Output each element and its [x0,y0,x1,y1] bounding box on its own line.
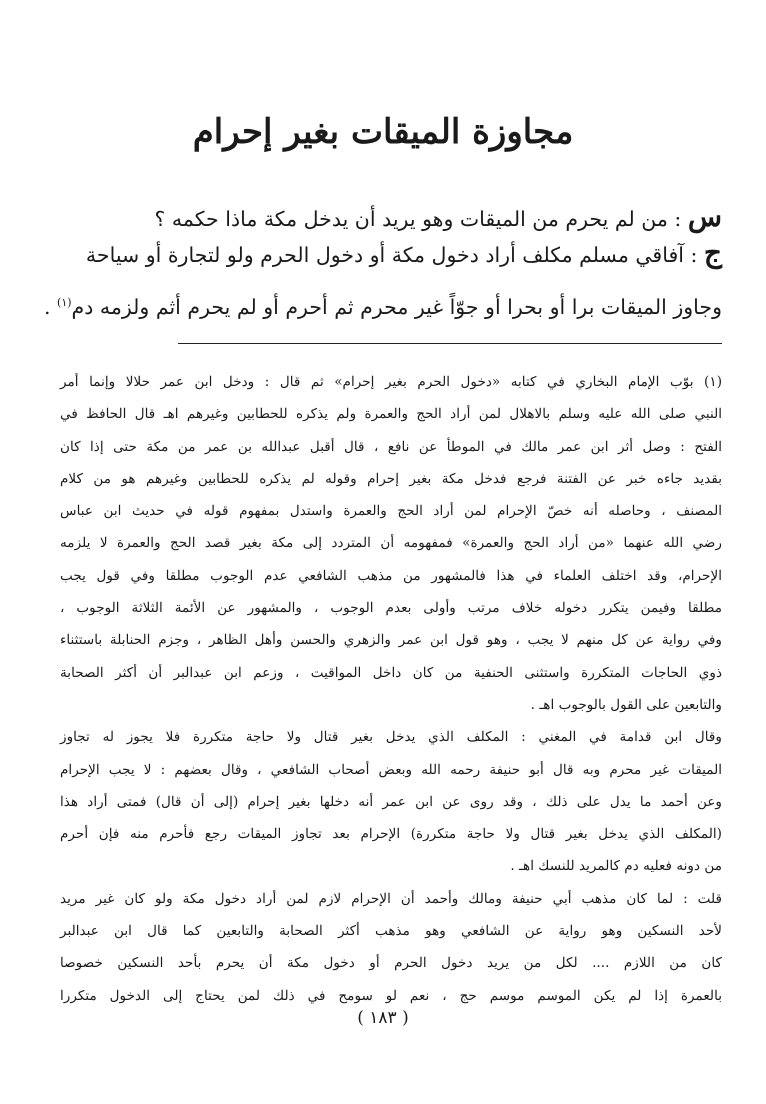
footnote-line: (١) بوّب الإمام البخاري في كتابه «دخول الحرم بغير إحرام» ثم قال : ودخل ابن عمر حلالا وإنما أمر [60,374,722,390]
footnote-reference: (١) [57,296,72,309]
footnote-separator [178,343,722,344]
question-line [58,200,722,236]
answer-marker: ج [703,236,722,269]
footnote-line: مطلقا وفيمن يتكرر دخوله خلاف مرتب وأولى بعدم الوجوب ، والمشهور عن الأئمة الثلاثة الوجوب ، [60,600,722,617]
footnote-line: النبي صلى الله عليه وسلم بالاهلال لمن أراد الحج والعمرة ولم يذكره للحطابين وغيرهم اهـ قال الحافظ في [60,406,722,423]
answer-text-2: وجاوز الميقات برا أو بحرا أو جوّاً غير محرم ثم أحرم أو لم يحرم أثم ولزمه دم [71,294,722,319]
footnote-line: وعن أحمد ما يدل على ذلك ، وقد روى عن ابن عمر أنه دخلها بغير إحرام (إلى أن قال) فمتى أراد هذا [60,793,722,810]
footnote-line: ذوي الحاجات المتكررة واستثنى الحنفية من كان داخل المواقيت ، وزعم ابن عبدالبر أن أكثر الصحابة [60,664,722,681]
answer-line-1 [58,236,722,272]
footnote-line: الفتح : وصل أثر ابن عمر مالك في الموطأ عن نافع ، قال أقبل عبدالله بن عمر من مكة حتى إذا كان [60,438,722,455]
footnote-line: بقديد جاءه خبر عن الفتنة فرجع فدخل مكة بغير إحرام وقوله لم يذكره للحطابين وغيرهم هو من كلام [60,470,722,487]
footnote-line: وقال ابن قدامة في المغني : المكلف الذي يدخل بغير قتال ولا حاجة متكررة فلا يجوز له تجاوز [60,729,722,746]
footnote-line: وفي رواية عن كل منهم لا يجب ، وهو قول ابن عمر والزهري والحسن وأهل الظاهر ، وجزم الحنابلة باستثناء [60,632,722,649]
answer-line-2: وجاوز الميقات برا أو بحرا أو جوّاً غير محرم ثم أحرم أو لم يحرم أثم ولزمه دم$^{(١)}$ . [43,294,722,319]
question-text: : من لم يحرم من الميقات وهو يريد أن يدخل مكة ماذا حكمه ؟ [154,207,682,231]
footnote-line: بالعمرة إذا لم يكن الموسم موسم حج ، نعم لو سومح في ذلك لمن يحتاج إلى الدخول متكررا [60,987,722,1004]
answer-text-1: : آفاقي مسلم مكلف أراد دخول مكة أو دخول الحرم ولو لتجارة أو سياحة [85,243,698,267]
answer-block [43,236,722,324]
question-marker: س [687,200,722,233]
footnote-line: لأحد النسكين وهو رواية عن الشافعي وهو مذهب أكثر الصحابة والتابعين كما قال ابن عبدالبر [60,923,722,940]
footnotes [60,366,722,1012]
footnote-line: قلت : لما كان مذهب أبي حنيفة ومالك وأحمد أن الإحرام لازم لمن أراد دخول مكة ولو كان غير مريد [60,890,722,907]
footnote-line: والتابعين على القول بالوجوب اهـ . [530,696,722,713]
footnote-line: الإحرام، وقد اختلف العلماء في هذا فالمشهور من مذهب الشافعي عدم الوجوب مطلقا وفي قول يجب [60,567,722,584]
footnote-line: الميقات غير محرم وبه قال أبو حنيفة رحمه الله وبعض أصحاب الشافعي ، وقال بعضهم : لا يجب الإحرام [60,761,722,778]
footnote-line: المصنف ، وحاصله أنه خصّ الإحرام لمن أراد الحج والعمرة واستدل بمفهوم قوله في حديث ابن عباس [60,503,722,520]
footnote-line: كان من اللازم .... لكل من يريد دخول الحرم أو دخول مكة أن يحرم بأحد النسكين خصوصا [60,955,722,972]
footnote-line: رضي الله عنهما «من أراد الحج والعمرة» فمفهومه أن المتردد إلى مكة بغير قصد الحج والعمرة لا يلزمه [60,535,722,552]
page-title: مجاوزة الميقات بغير إحرام [192,112,574,152]
footnote-line: (المكلف الذي يدخل بغير قتال ولا حاجة متكررة) الإحرام بعد تجاوز الميقات رجع فأحرم منه فإن أحرم [60,826,722,843]
question-block [58,200,722,236]
footnote-line: من دونه فعليه دم كالمريد للنسك اهـ . [510,858,722,875]
page-number: ( ١٨٣ ) [357,1008,409,1028]
